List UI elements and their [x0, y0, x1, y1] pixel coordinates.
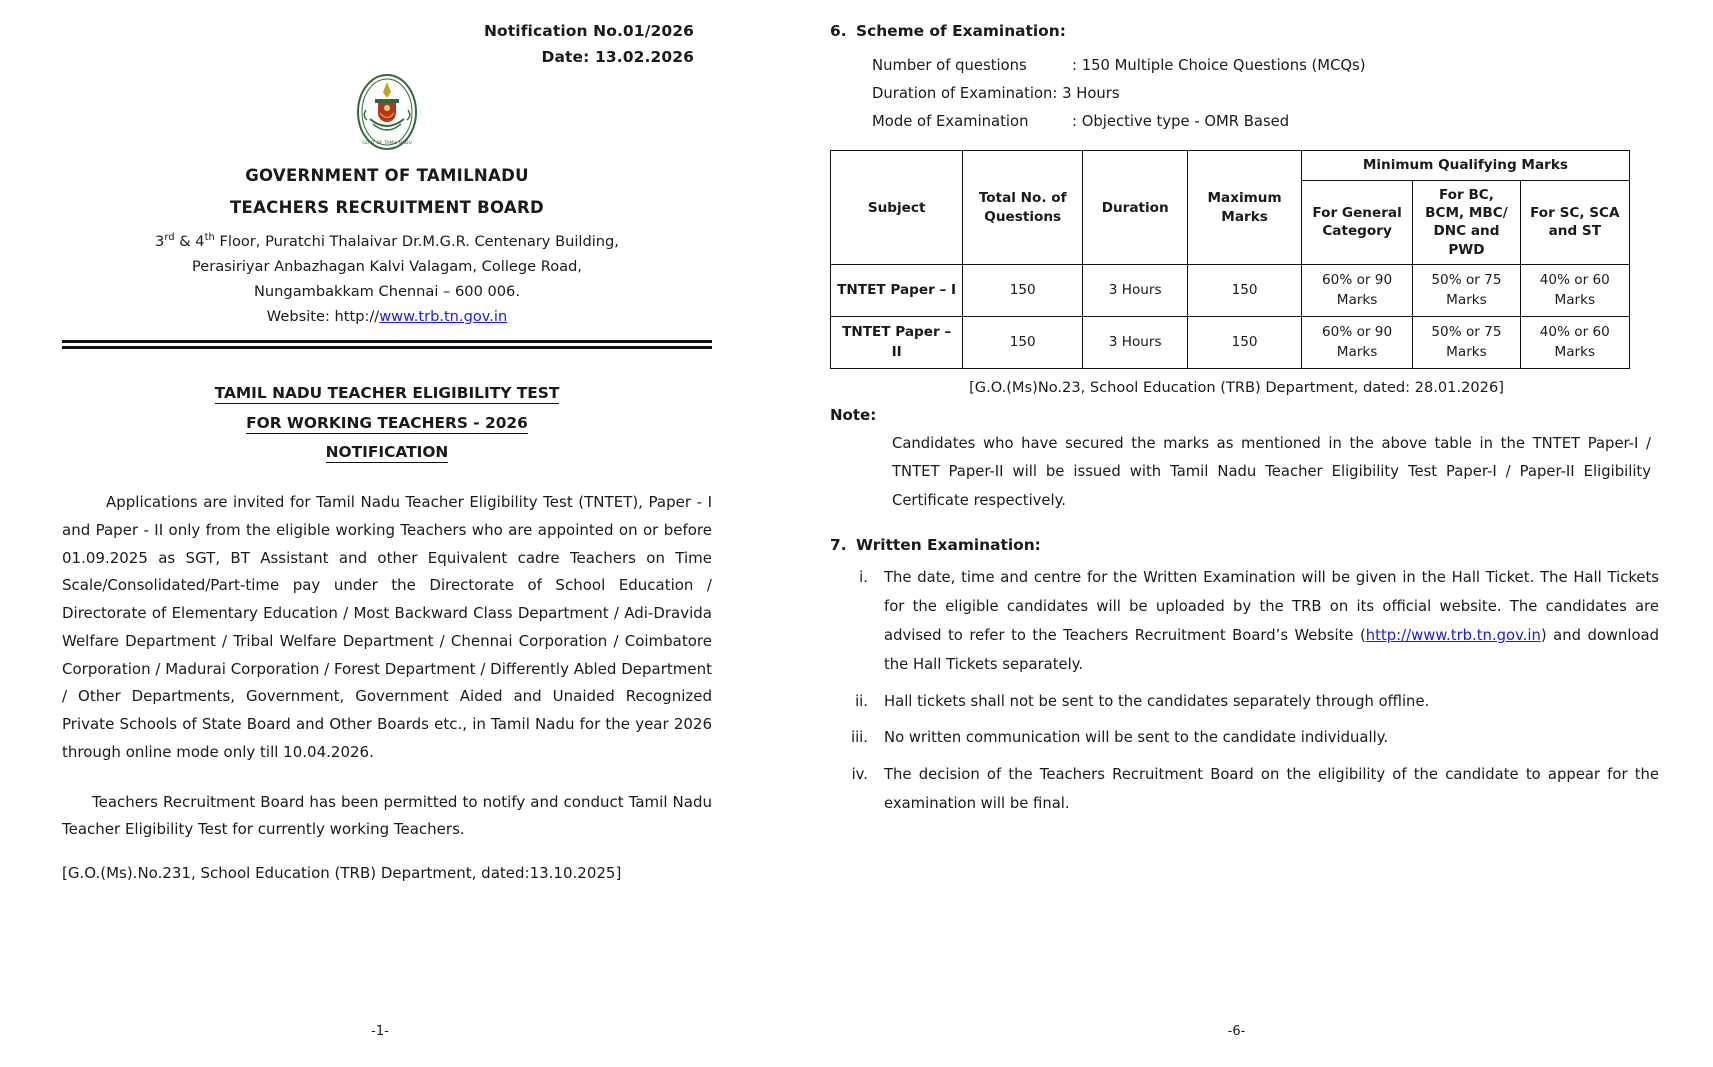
notification-number: Notification No.01/2026 [483, 22, 694, 40]
paragraph-applications: Applications are invited for Tamil Nadu Teacher Eligibility Test (TNTET), Paper - I and Paper - II only from the eligible working Teachers who are appointed on or before 01.09.2025 as SGT, BT Assistant and other Equivalent cadre Teachers on Time Scale/Consolidated/Part-time pay under the Directorate of School Education / Directorate of Elementary Education / Most Backward Class Department / Adi-Dravida Welfare Department / Tribal Welfare Department / Chennai Corporation / Coimbatore Corporation / Madurai Corporation / Forest Department / Differently Abled Department / Other Departments, Government, Government Aided and Unaided Recognized Private Schools of State Board and Other Boards etc., in Tamil Nadu for the year 2026 through online mode only till 10.04.2026. [62, 493, 712, 761]
th-bc-category: For BC, BCM, MBC/ DNC and PWD [1413, 180, 1520, 264]
list-text-i-after: ) and download the Hall Tickets separately. [884, 626, 1659, 673]
written-examination-list [830, 564, 1673, 819]
cell-questions-paper2: 150 [963, 316, 1083, 368]
cell-subject-paper2: TNTET Paper – II [831, 316, 963, 368]
address-line-2: Perasiriyar Anbazhagan Kalvi Valagam, College Road, [192, 257, 582, 275]
list-marker-i: i. [859, 569, 868, 587]
th-duration: Duration [1083, 151, 1188, 265]
cell-subject-paper1: TNTET Paper – I [831, 265, 963, 317]
list-item [850, 564, 1659, 679]
section-7-title: Written Examination: [856, 536, 1041, 555]
cell-questions-paper1: 150 [963, 265, 1083, 317]
address-line-1-sup2: th [204, 232, 215, 243]
svg-text:GOVT OF TAMIL NADU: GOVT OF TAMIL NADU [362, 141, 412, 146]
section-7-number: 7. [830, 536, 847, 555]
list-text-i-before: The date, time and centre for the Written Examination will be given in the Hall Ticket. The Hall Tickets for the eligible candidates will be uploaded by the TRB on its official website. The candidates are advised to refer to the Teachers Recruitment Board’s Website ( [884, 569, 1659, 644]
scheme-row-duration [872, 80, 1673, 108]
section-7-heading [830, 536, 1673, 554]
list-text-ii: Hall tickets shall not be sent to the candidates separately through offline. [884, 692, 1430, 710]
list-marker-iii: iii. [850, 729, 868, 747]
th-subject: Subject [831, 151, 963, 265]
cell-bc-paper1: 50% or 75 Marks [1413, 265, 1520, 317]
scheme-of-examination-table [830, 150, 1630, 368]
scheme-value-questions: : 150 Multiple Choice Questions (MCQs) [1072, 57, 1366, 74]
scheme-value-mode: : Objective type - OMR Based [1072, 113, 1290, 131]
board-heading: TEACHERS RECRUITMENT BOARD [229, 198, 545, 217]
document-title [62, 379, 712, 467]
section-6-number: 6. [830, 22, 847, 40]
paragraph-permission: Teachers Recruitment Board has been permitted to notify and conduct Tamil Nadu Teacher Eligibility Test for currently working Teachers. [62, 792, 712, 839]
section-6-heading [830, 22, 1673, 40]
note-label: Note: [830, 405, 877, 424]
scheme-key-questions: Number of questions [872, 57, 1027, 74]
cell-general-paper1: 60% or 90 Marks [1301, 265, 1412, 317]
cell-maxmarks-paper1: 150 [1188, 265, 1302, 317]
list-text-i [884, 564, 1659, 679]
scheme-row-mode [872, 108, 1673, 136]
notification-date: Date: 13.02.2026 [541, 48, 694, 66]
cell-bc-paper2: 50% or 75 Marks [1413, 316, 1520, 368]
scheme-row-questions [872, 52, 1673, 80]
address-line-1 [62, 230, 712, 253]
table-header-row-1 [831, 151, 1630, 180]
go-reference-left: [G.O.(Ms).No.231, School Education (TRB) Department, dated:13.10.2025] [62, 864, 622, 883]
document-title-line-1: TAMIL NADU TEACHER ELIGIBILITY TEST [214, 384, 560, 403]
table-row [831, 265, 1630, 317]
table-row [831, 316, 1630, 368]
address-line-3: Nungambakkam Chennai – 600 006. [254, 282, 520, 300]
th-general-category: For General Category [1301, 180, 1412, 264]
page-number-left: -1- [371, 1024, 389, 1039]
scheme-key-mode: Mode of Examination [872, 113, 1029, 131]
note-body: Candidates who have secured the marks as mentioned in the above table in the TNTET Paper-I / TNTET Paper-II will be issued with Tamil Nadu Teacher Eligibility Test Paper-I / Paper-II Eligibility Certificate respectively. [892, 434, 1651, 510]
list-item [850, 688, 1659, 717]
scheme-details-list [830, 52, 1673, 136]
website-label: Website: http:// [266, 307, 380, 325]
document-title-line-3: NOTIFICATION [325, 442, 449, 461]
cell-duration-paper1: 3 Hours [1083, 265, 1188, 317]
scheme-key-duration: Duration of Examination: 3 Hours [872, 85, 1120, 103]
document-title-line-2: FOR WORKING TEACHERS - 2026 [246, 413, 528, 432]
cell-maxmarks-paper2: 150 [1188, 316, 1302, 368]
page-1 [0, 0, 760, 1067]
page-6 [760, 0, 1713, 1067]
page-number-right: -6- [1227, 1024, 1246, 1039]
trb-website-link[interactable]: http://www.trb.tn.gov.in [1365, 626, 1541, 644]
cell-general-paper2: 60% or 90 Marks [1301, 316, 1412, 368]
list-item [850, 761, 1659, 819]
list-item [850, 724, 1659, 753]
list-text-iv: The decision of the Teachers Recruitment Board on the eligibility of the candidate to appear for the examination will be final. [884, 766, 1659, 813]
table-body [831, 265, 1630, 369]
tamilnadu-emblem-icon [350, 72, 424, 152]
list-text-iii: No written communication will be sent to the candidate individually. [884, 729, 1389, 747]
th-maximum-marks: Maximum Marks [1188, 151, 1302, 265]
list-marker-ii: ii. [855, 692, 868, 710]
header-divider [62, 340, 712, 349]
cell-duration-paper2: 3 Hours [1083, 316, 1188, 368]
section-6-title: Scheme of Examination: [856, 22, 1066, 40]
emblem-container [62, 72, 712, 156]
government-heading: GOVERNMENT OF TAMILNADU [245, 166, 529, 185]
list-marker-iv: iv. [851, 766, 868, 784]
th-total-questions: Total No. of Questions [963, 151, 1083, 265]
address-block [62, 230, 712, 327]
go-reference-right: [G.O.(Ms)No.23, School Education (TRB) Department, dated: 28.01.2026] [969, 378, 1504, 396]
address-line-1-c: Floor, Puratchi Thalaivar Dr.M.G.R. Centenary Building, [214, 232, 619, 250]
address-line-1-sup1: rd [164, 232, 175, 243]
website-link[interactable]: www.trb.tn.gov.in [379, 307, 508, 325]
address-line-1-a: 3 [155, 232, 165, 250]
address-line-1-b: & 4 [174, 232, 205, 250]
th-minimum-qualifying-marks: Minimum Qualifying Marks [1301, 151, 1629, 180]
website-line [62, 306, 712, 328]
cell-sc-paper2: 40% or 60 Marks [1520, 316, 1629, 368]
th-sc-category: For SC, SCA and ST [1520, 180, 1629, 264]
cell-sc-paper1: 40% or 60 Marks [1520, 265, 1629, 317]
table-head [831, 151, 1630, 265]
